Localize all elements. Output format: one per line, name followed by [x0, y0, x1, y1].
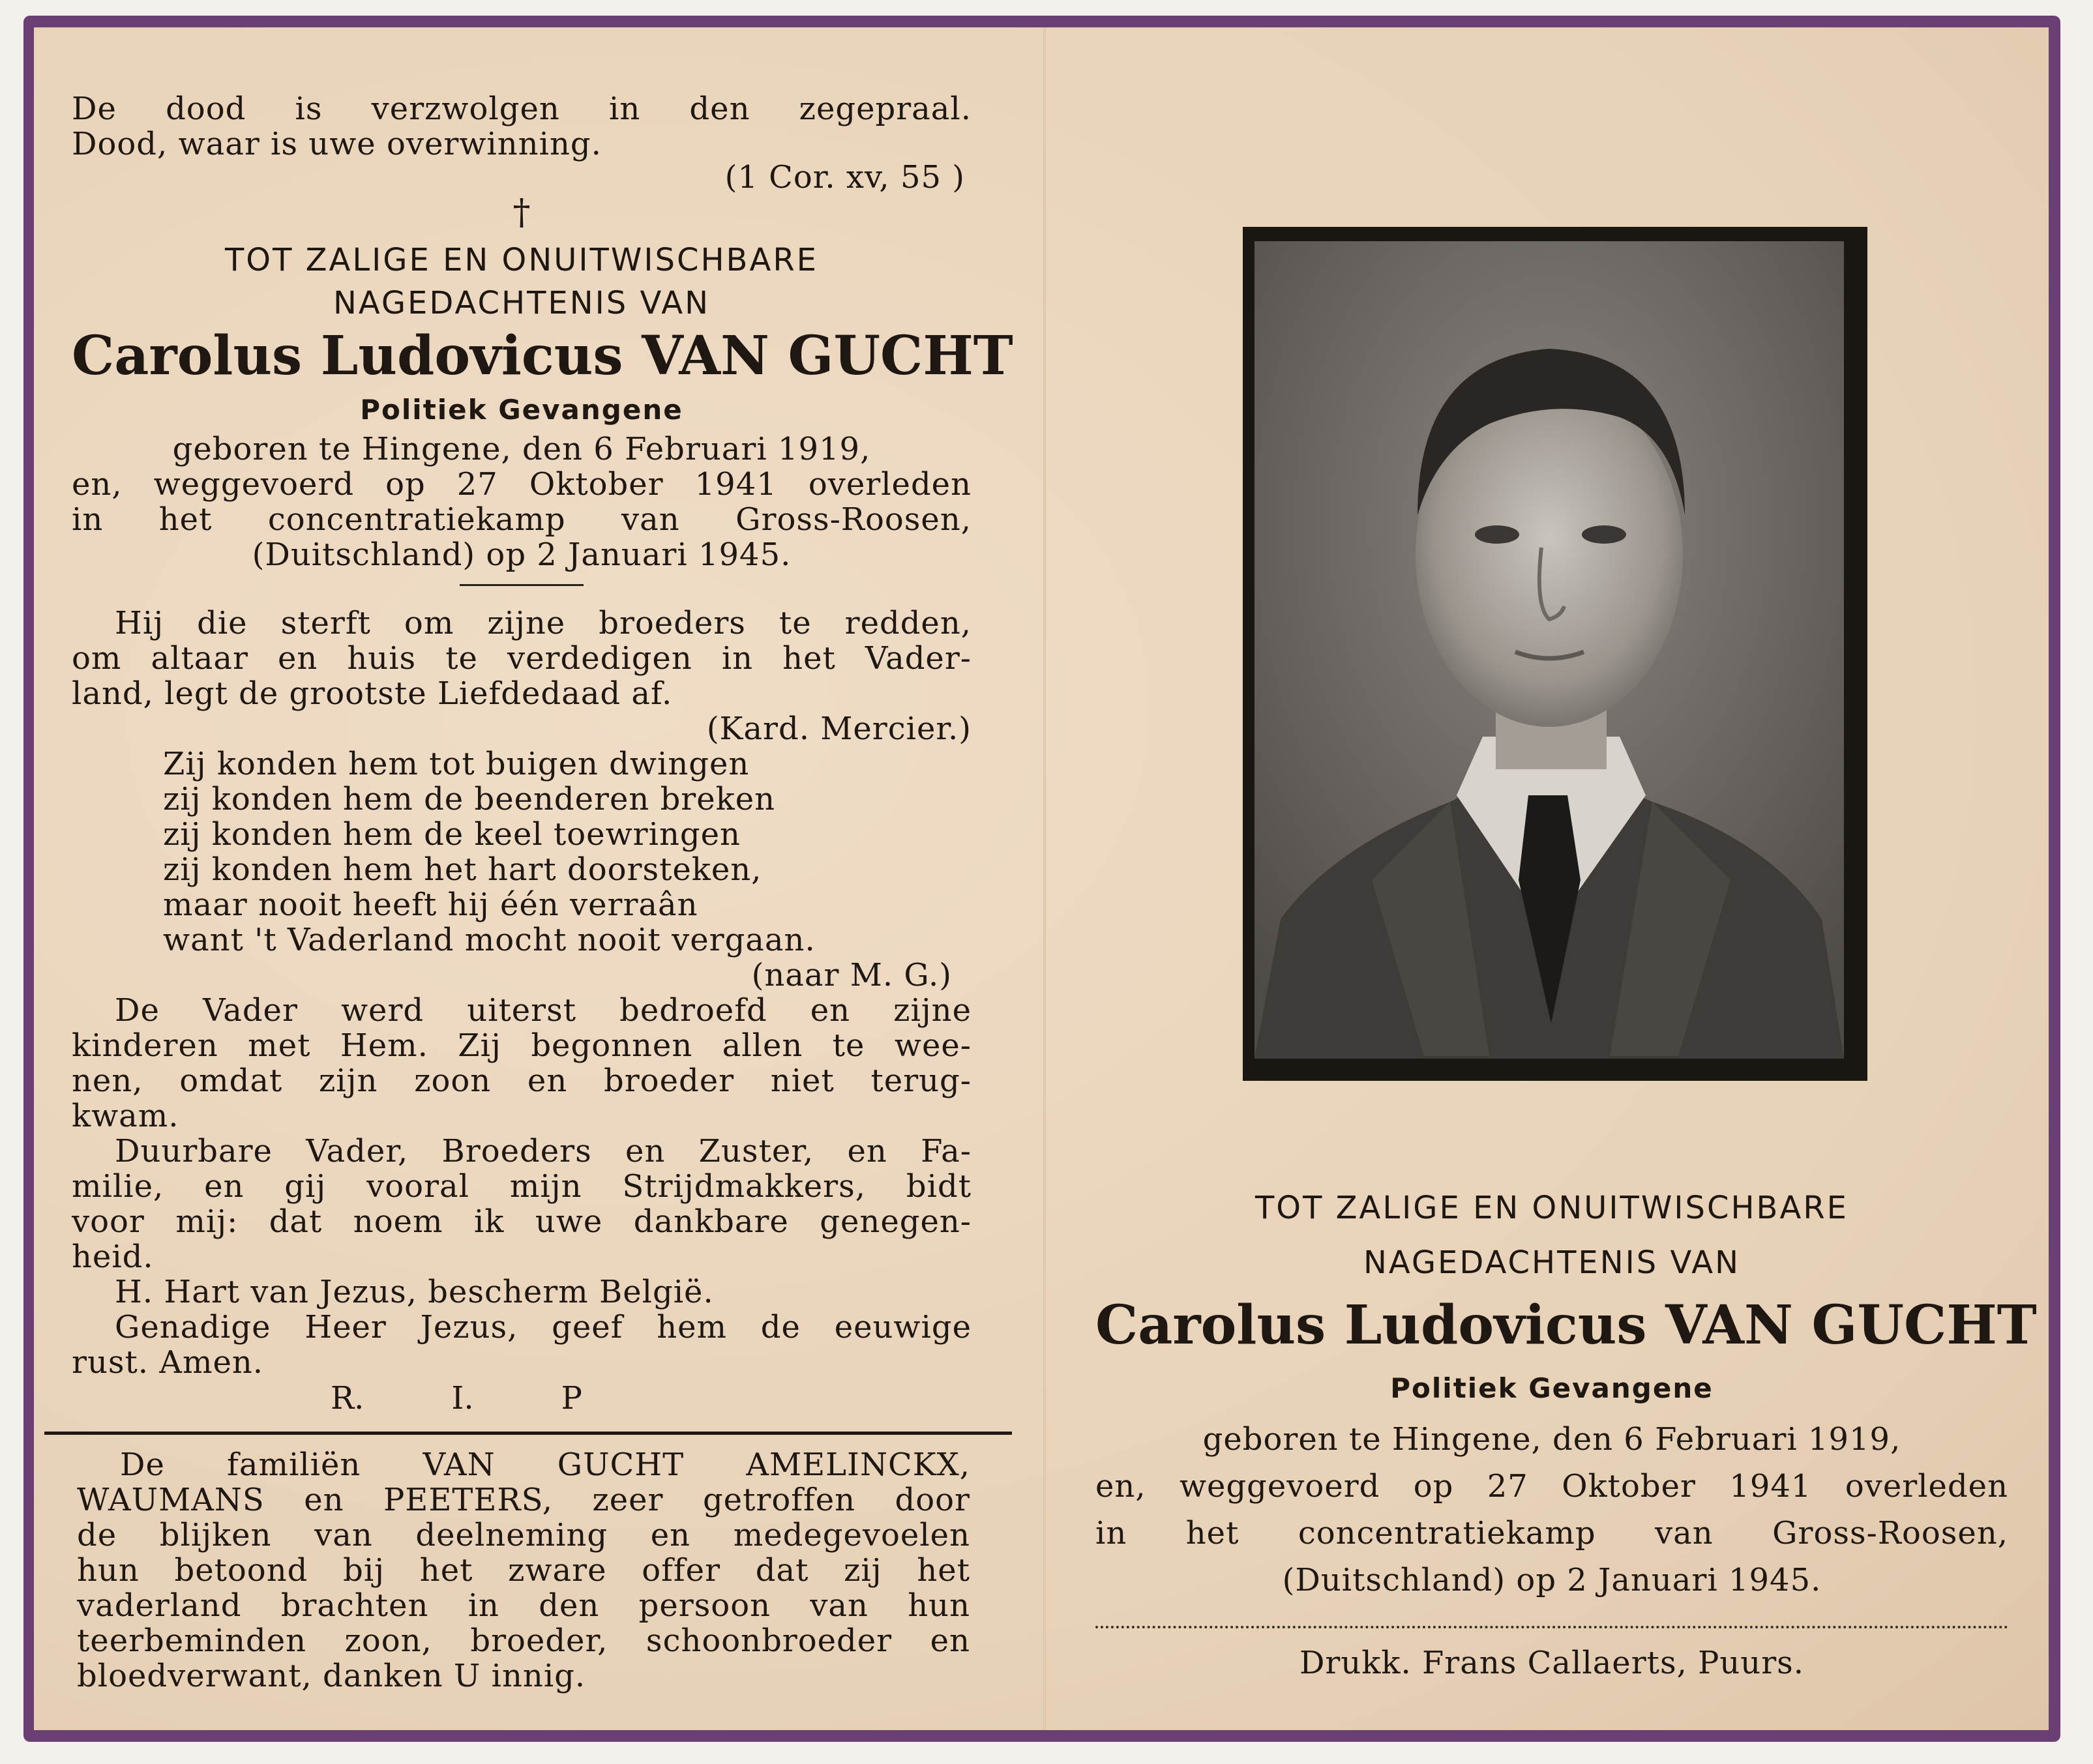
paragraph-3: H. Hart van Jezus, bescherm België.	[115, 1274, 714, 1310]
cross-icon: †	[512, 192, 531, 233]
thanks-line-7: bloedverwant, danken U innig.	[77, 1658, 586, 1694]
heading-line-2: NAGEDACHTENIS VAN	[333, 285, 711, 321]
quote-line-3: land, legt de grootste Liefdedaad af.	[72, 675, 673, 712]
heading-line-1: TOT ZALIGE EN ONUITWISCHBARE	[224, 242, 818, 278]
quote-reference: (Kard. Mercier.)	[706, 711, 972, 747]
thanks-line-6: teerbeminden zoon, broeder, schoonbroeder en	[77, 1623, 970, 1659]
bio-line-4: (Duitschland) op 2 Januari 1945.	[252, 537, 792, 573]
rip-letter: P	[561, 1380, 582, 1417]
right-bio-line-4: (Duitschland) op 2 Januari 1945.	[1282, 1562, 1822, 1598]
portrait-photo	[1254, 241, 1844, 1059]
rip-letter: R.	[331, 1380, 364, 1417]
thanks-line-4: hun betoond bij het zware offer dat zij het	[77, 1552, 970, 1589]
right-panel	[1095, 1180, 2037, 1681]
quote-line-2: om altaar en huis te verdedigen in het Vader-	[72, 640, 972, 677]
poem-line-5: maar nooit heeft hij één verraân	[163, 887, 698, 923]
printer-credit: Drukk. Frans Callaerts, Puurs.	[1299, 1645, 1805, 1681]
epigraph-line-2: Dood, waar is uwe overwinning.	[72, 126, 602, 162]
paragraph-2-line-4: heid.	[72, 1239, 154, 1275]
paragraph-1-line-1: De Vader werd uiterst bedroefd en zijne	[115, 992, 972, 1029]
left-panel	[72, 91, 1013, 1417]
poem-line-3: zij konden hem de keel toewringen	[163, 816, 741, 853]
bio-line-3: in het concentratiekamp van Gross-Roosen,	[72, 501, 972, 538]
poem-line-6: want 't Vaderland mocht nooit vergaan.	[163, 922, 816, 958]
portrait-image	[1254, 241, 1844, 1059]
separator-line	[44, 1432, 1012, 1435]
subtitle: Politiek Gevangene	[360, 394, 683, 426]
epigraph-reference: (1 Cor. xv, 55 )	[724, 159, 965, 196]
paragraph-2-line-2: milie, en gij vooral mijn Strijdmakkers, bidt	[72, 1168, 972, 1205]
thanks-section	[77, 1447, 970, 1694]
epigraph-line-1: De dood is verzwolgen in den zegepraal.	[72, 91, 972, 127]
thanks-line-3: de blijken van deelneming en medegevoelen	[77, 1517, 970, 1553]
poem-line-2: zij konden hem de beenderen breken	[163, 781, 776, 817]
right-subtitle: Politiek Gevangene	[1390, 1372, 1714, 1404]
thanks-line-1: De familiën VAN GUCHT AMELINCKX,	[120, 1447, 970, 1483]
bio-line-2: en, weggevoerd op 27 Oktober 1941 overleden	[72, 466, 972, 503]
thanks-line-5: vaderland brachten in den persoon van hun	[77, 1587, 970, 1624]
paragraph-1-line-3: nen, omdat zijn zoon en broeder niet terug-	[72, 1063, 972, 1099]
poem-reference: (naar M. G.)	[751, 957, 952, 993]
rip-letter: I.	[451, 1380, 474, 1417]
right-heading-line-1: TOT ZALIGE EN ONUITWISCHBARE	[1254, 1190, 1848, 1226]
thanks-line-2: WAUMANS en PEETERS, zeer getroffen door	[77, 1482, 970, 1518]
paragraph-4-line-2: rust. Amen.	[72, 1344, 264, 1381]
divider	[460, 584, 584, 586]
quote-line-1: Hij die sterft om zijne broeders te redden,	[115, 605, 972, 641]
right-bio-line-1: geboren te Hingene, den 6 Februari 1919,	[1202, 1421, 1901, 1458]
bio-line-1: geboren te Hingene, den 6 Februari 1919,	[172, 431, 871, 467]
right-bio-line-3: in het concentratiekamp van Gross-Roosen,	[1095, 1515, 2008, 1551]
paragraph-1-line-4: kwam.	[72, 1098, 179, 1134]
rip	[287, 1380, 626, 1417]
paragraph-4-line-1: Genadige Heer Jezus, geef hem de eeuwige	[115, 1309, 972, 1345]
paragraph-1-line-2: kinderen met Hem. Zij begonnen allen te wee-	[72, 1027, 972, 1064]
paragraph-2-line-3: voor mij: dat noem ik uwe dankbare genegen-	[72, 1203, 972, 1240]
deceased-name: Carolus Ludovicus VAN GUCHT	[72, 325, 1013, 387]
right-heading-line-2: NAGEDACHTENIS VAN	[1363, 1244, 1741, 1281]
poem-line-4: zij konden hem het hart doorsteken,	[163, 851, 762, 888]
fold-line	[1043, 27, 1046, 1730]
right-bio-line-2: en, weggevoerd op 27 Oktober 1941 overleden	[1095, 1468, 2008, 1505]
paragraph-2-line-1: Duurbare Vader, Broeders en Zuster, en Fa-	[115, 1133, 972, 1169]
right-deceased-name: Carolus Ludovicus VAN GUCHT	[1095, 1294, 2037, 1357]
dotted-divider	[1095, 1626, 2008, 1628]
poem-line-1: Zij konden hem tot buigen dwingen	[163, 746, 750, 782]
